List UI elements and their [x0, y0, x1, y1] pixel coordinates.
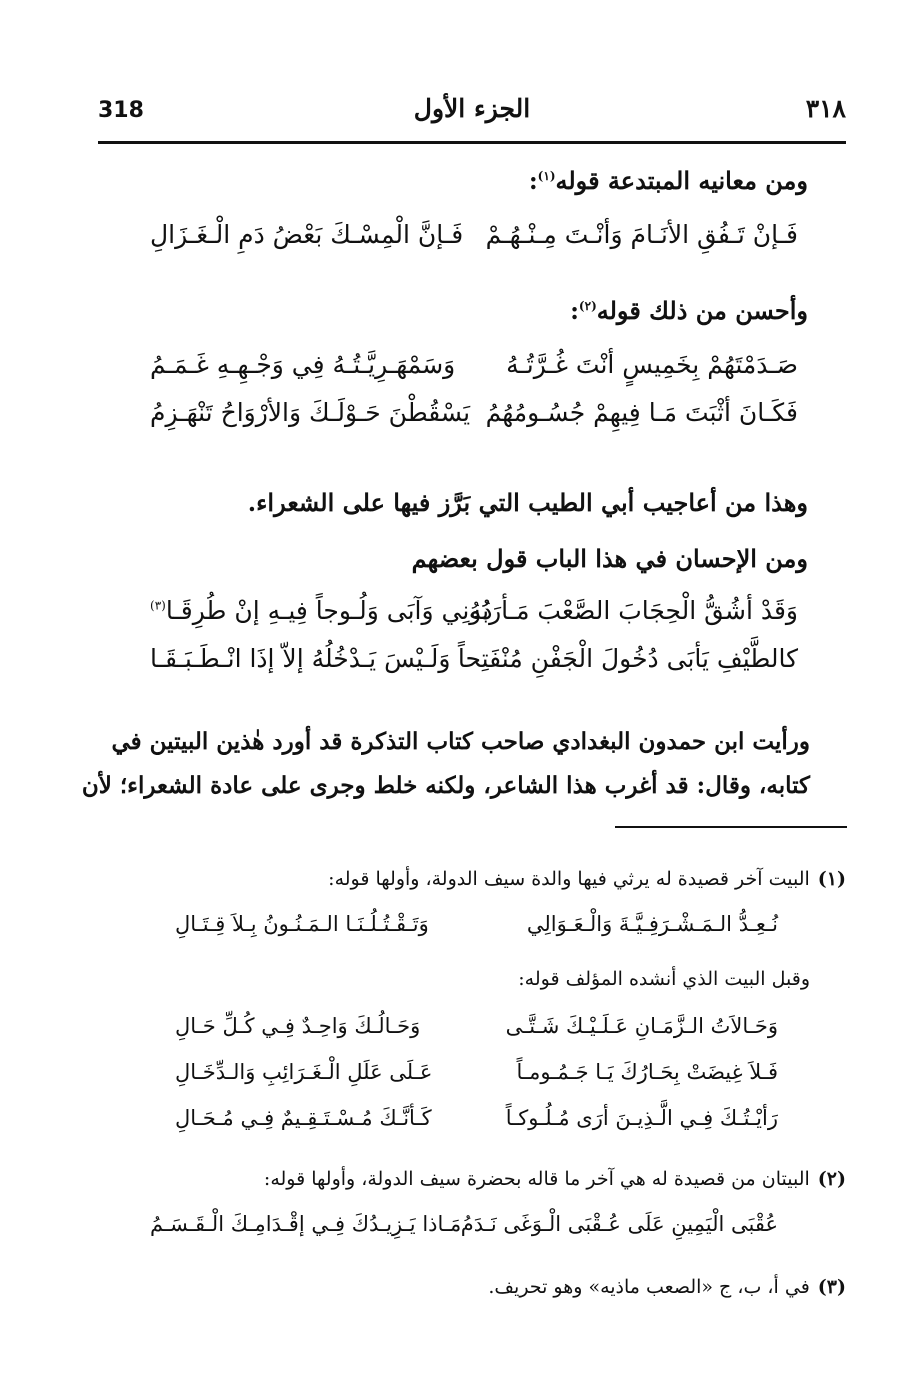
- verse-4-second-hemistich: [150, 596, 493, 625]
- running-title: الجزء الأول: [413, 94, 531, 123]
- page-number-latin: 318: [98, 98, 144, 123]
- intro-colon-2: :: [570, 296, 579, 325]
- footnote-3-number: (٣): [817, 1276, 846, 1298]
- paragraph-line-2: كتابه، وقال: قد أغرب هذا الشاعر، ولكنه خلط وجرى على عادة الشعراء؛ لأن: [81, 772, 810, 799]
- header-rule: [98, 141, 846, 144]
- footnote-2-verse-second: مَـاذا يَـزِيـدُكَ فِـي إقْـدَامِـكَ الْـقَـسَـمُ: [150, 1212, 462, 1236]
- page-number-arabic: ٣١٨: [805, 94, 846, 123]
- footnote-1-verse-b-second: عَـلَى عَلَلِ الْـغَـرَائِبِ وَالـدِّخَـالِ: [175, 1060, 433, 1084]
- verse-4-first-hemistich: وَقَدْ أشُقُّ الْحِجَابَ الصَّعْبَ مَـأرَبُهُ: [468, 596, 798, 625]
- footnote-1-verse-c-first: رَأيْـتُـكَ فِـي الَّـذِيـنَ أرَى مُـلُـوكـاً: [505, 1106, 778, 1130]
- intro-colon-1: :: [528, 166, 538, 195]
- footnote-1-verse-first: نُـعِـدُّ الـمَـشْـرَفِـيَّـةَ وَالْـعَـوَالِي: [526, 912, 778, 936]
- footnote-1-verse-b-first: فَـلاَ غِيضَتْ بِحَـارُكَ يَـا جَـمُـومـاً: [516, 1060, 778, 1084]
- intro-text-1: ومن معانيه المبتدعة قوله: [555, 166, 808, 195]
- footnote-1: [328, 868, 846, 890]
- footnote-1-verse-b: [175, 1060, 778, 1092]
- verse-4-second-text: دُونِي وَآبَى وَلُـوجاً فِيـهِ إنْ طُرِقَـا: [165, 596, 493, 625]
- footnote-1-verse-a-first: وَحَـالاَتُ الـزَّمَـانِ عَـلَـيْـكَ شَـتَّـى: [505, 1014, 778, 1038]
- verse-3-second-hemistich: يَسْقُطْنَ حَـوْلَـكَ وَالأرْوَاحُ تَنْهَـزِمُ: [150, 398, 471, 427]
- verse-3-first-hemistich: فَكَـانَ أثْبَتَ مَـا فِيهِمْ جُسُـومُهُمُ: [485, 398, 798, 427]
- footnote-3-text: في أ، ب، ج «الصعب ماذيه» وهو تحريف.: [488, 1276, 810, 1298]
- verse-5-second-hemistich: وَلَـيْسَ يَـدْخُلُهُ إلاّ إذَا انْـطَـبَـقَـا: [150, 644, 451, 673]
- footnote-ref-1: (١): [537, 169, 556, 183]
- footnote-ref-3: (٣): [150, 598, 166, 613]
- footnote-1-verse-a: [175, 1014, 778, 1046]
- footnote-1-verse-c: [175, 1106, 778, 1138]
- verse-2: [150, 350, 798, 386]
- footnote-1-verse-c-second: كَـأنَّـكَ مُـسْـتَـقِـيمٌ فِـي مُـحَـالِ: [175, 1106, 432, 1130]
- footnote-ref-2: (٢): [578, 299, 597, 313]
- footnote-1-verse: [175, 912, 778, 944]
- footnote-2: [264, 1168, 846, 1190]
- intro-text-2: وأحسن من ذلك قوله: [596, 296, 808, 325]
- remark-line: وهذا من أعاجيب أبي الطيب التي بَرَّز فيها على الشعراء.: [247, 488, 808, 517]
- intro-line-3: ومن الإحسان في هذا الباب قول بعضهم: [411, 544, 808, 573]
- verse-5-first-hemistich: كالطَّيْفِ يَأبَى دُخُولَ الْجَفْنِ مُنْفَتِحاً: [457, 644, 798, 673]
- footnote-2-number: (٢): [817, 1168, 846, 1190]
- verse-1-second-hemistich: فَـإنَّ الْمِسْـكَ بَعْضُ دَمِ الْـغَـزَالِ: [150, 220, 464, 249]
- footnote-1-number: (١): [817, 868, 846, 890]
- page-header: [98, 92, 846, 132]
- intro-line-2: [570, 296, 808, 325]
- verse-1: [150, 220, 798, 256]
- verse-2-second-hemistich: وَسَمْهَـرِيَّـتُـهُ فِي وَجْـهِـهِ غَـمَـمُ: [150, 350, 456, 379]
- verse-2-first-hemistich: صَـدَمْتَهُمْ بِخَمِيسٍ أنْتَ غُـرَّتُـهُ: [506, 350, 798, 379]
- verse-4: [150, 596, 798, 632]
- verse-5: [150, 644, 798, 680]
- intro-line-1: [529, 166, 808, 195]
- footnote-3: [488, 1276, 846, 1298]
- verse-1-first-hemistich: فَـإنْ تَـفُقِ الأنَـامَ وَأنْـتَ مِـنْـهُـمْ: [485, 220, 798, 249]
- footnote-separator: [615, 826, 847, 828]
- footnote-2-text: البيتان من قصيدة له هي آخر ما قاله بحضرة سيف الدولة، وأولها قوله:: [263, 1168, 810, 1190]
- footnote-1-verse-a-second: وَحَـالُـكَ وَاحِـدٌ فِـي كُـلِّ حَـالِ: [175, 1014, 421, 1038]
- paragraph-line-1: ورأيت ابن حمدون البغدادي صاحب كتاب التذكرة قد أورد هٰذين البيتين في: [111, 728, 810, 755]
- footnote-1-intro: وقبل البيت الذي أنشده المؤلف قوله:: [518, 968, 810, 990]
- footnote-1-text: البيت آخر قصيدة له يرثي فيها والدة سيف الدولة، وأولها قوله:: [328, 868, 810, 890]
- footnote-2-verse-first: عُقْبَى الْيَمِينِ عَلَى عُـقْبَى الْـوَغَى نَـدَمُ: [460, 1212, 778, 1236]
- verse-3: [150, 398, 798, 434]
- footnote-2-verse: [150, 1212, 778, 1244]
- footnote-1-verse-second: وَتَـقْـتُـلُـنَـا الـمَـنُـونُ بِـلاَ قِـتَـالِ: [175, 912, 429, 936]
